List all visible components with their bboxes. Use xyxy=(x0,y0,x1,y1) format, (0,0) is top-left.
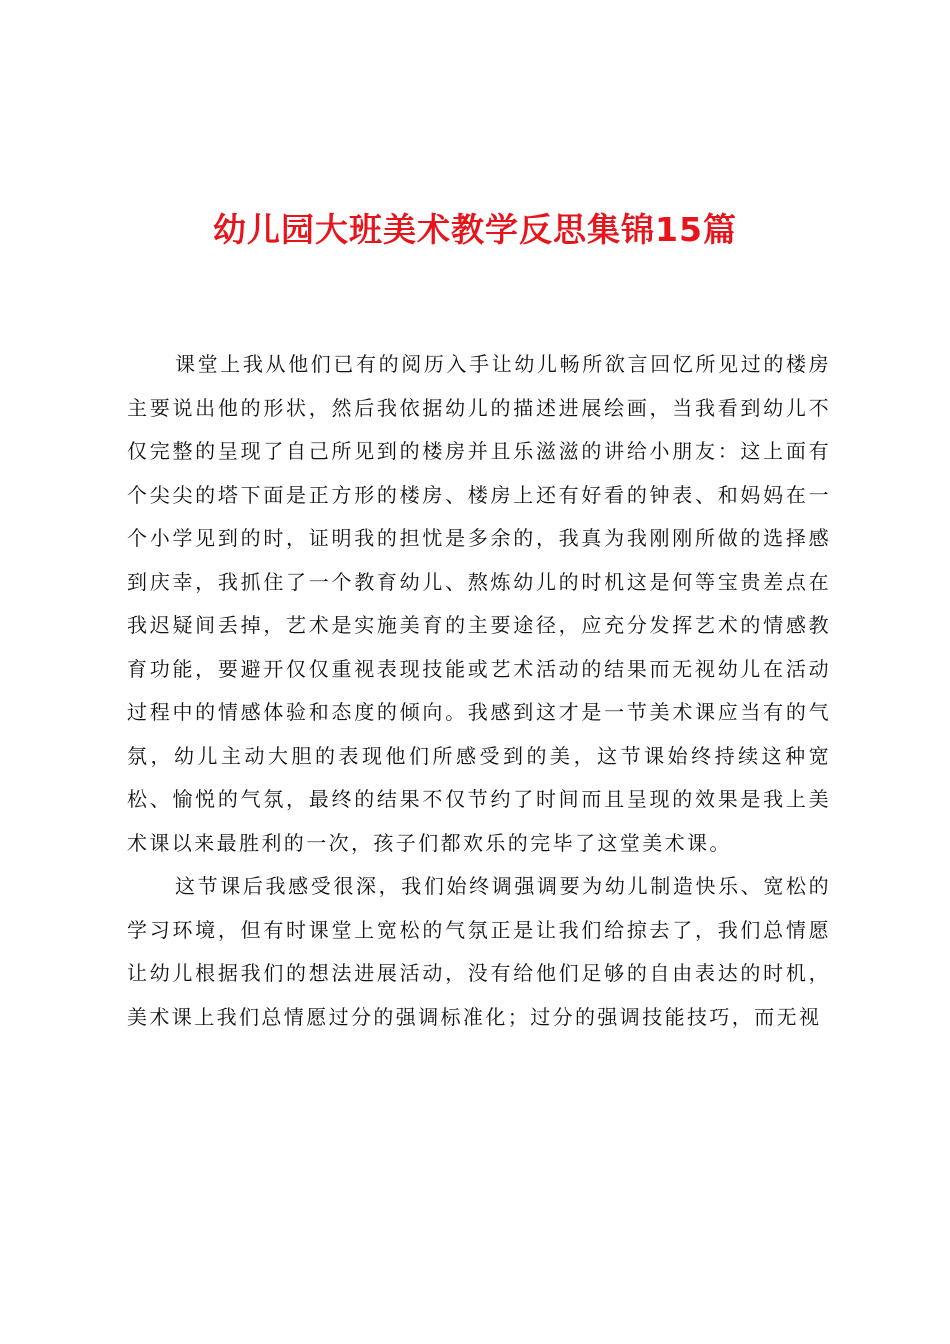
paragraph-2: 这节课后我感受很深，我们始终调强调要为幼儿制造快乐、宽松的学习环境，但有时课堂上宽松的气氛正是让我们给掠去了，我们总情愿让幼儿根据我们的想法进展活动，没有给他们足够的自由表达的时机，美术课上我们总情愿过分的强调标准化；过分的强调技能技巧，而无视 xyxy=(127,874,831,1029)
document-title: 幼儿园大班美术教学反思集锦15篇 xyxy=(213,210,737,250)
paragraph-1: 课堂上我从他们已有的阅历入手让幼儿畅所欲言回忆所见过的楼房主要说出他的形状，然后我依据幼儿的描述进展绘画，当我看到幼儿不仅完整的呈现了自己所见到的楼房并且乐滋滋的讲给小朋友：这上面有个尖尖的塔下面是正方形的楼房、楼房上还有好看的钟表、和妈妈在一个小学见到的时，证明我的担忧是多余的，我真为我刚刚所做的选择感到庆幸，我抓住了一个教育幼儿、熬炼幼儿的时机这是何等宝贵差点在我迟疑间丢掉，艺术是实施美育的主要途径，应充分发挥艺术的情感教育功能，要避开仅仅重视表现技能或艺术活动的结果而无视幼儿在活动过程中的情感体验和态度的倾向。我感到这才是一节美术课应当有的气氛，幼儿主动大胆的表现他们所感受到的美，这节课始终持续这种宽松、愉悦的气氛，最终的结果不仅节约了时间而且呈现的效果是我上美术课以来最胜利的一次，孩子们都欢乐的完毕了这堂美术课。 xyxy=(127,352,831,855)
document-body xyxy=(127,343,831,1039)
